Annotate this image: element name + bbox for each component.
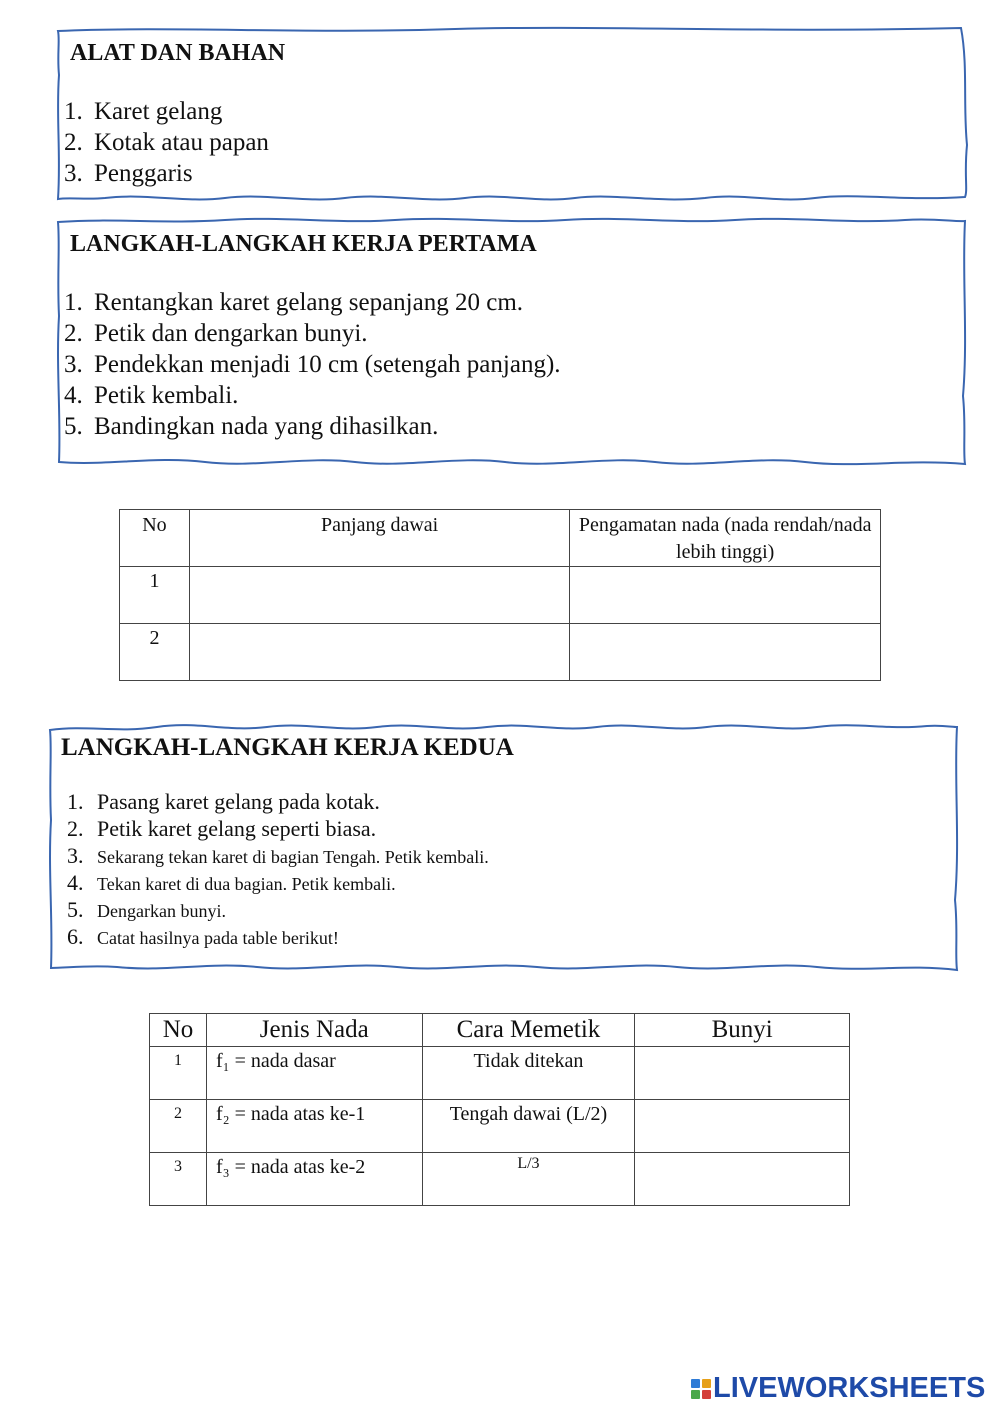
logo-tile bbox=[691, 1390, 700, 1399]
first-steps-list bbox=[64, 287, 561, 442]
cell-observation-input[interactable] bbox=[570, 624, 881, 681]
live-tiles-icon bbox=[691, 1379, 711, 1399]
list-item: 4. Petik kembali. bbox=[64, 382, 239, 409]
cell-pluck-method: L/3 bbox=[422, 1153, 635, 1206]
header-observation: Pengamatan nada (nada rendah/nada lebih tinggi) bbox=[570, 510, 881, 567]
brand-wordmark: LIVEWORKSHEETS bbox=[713, 1372, 986, 1404]
list-item: 5. Bandingkan nada yang dihasilkan. bbox=[64, 413, 439, 440]
logo-tile bbox=[691, 1379, 700, 1388]
table-header-row bbox=[150, 1014, 850, 1047]
cell-tone-type: f₁ = nada dasar bbox=[206, 1047, 422, 1100]
second-steps-box bbox=[47, 720, 960, 972]
table-header-row bbox=[120, 510, 881, 567]
cell-pluck-method: Tengah dawai (L/2) bbox=[422, 1100, 635, 1153]
cell-no: 2 bbox=[150, 1100, 207, 1153]
first-steps-title: LANGKAH-LANGKAH KERJA PERTAMA bbox=[70, 231, 537, 257]
table-row bbox=[150, 1153, 850, 1206]
materials-list bbox=[64, 96, 269, 189]
header-tone-type: Jenis Nada bbox=[206, 1014, 422, 1047]
list-item: 2. Petik dan dengarkan bunyi. bbox=[64, 320, 368, 347]
cell-sound-input[interactable] bbox=[635, 1047, 850, 1100]
header-length: Panjang dawai bbox=[189, 510, 569, 567]
table-row bbox=[120, 567, 881, 624]
first-steps-box bbox=[55, 216, 968, 468]
header-no: No bbox=[120, 510, 190, 567]
list-item: 1. Karet gelang bbox=[64, 98, 223, 125]
cell-length-input[interactable] bbox=[189, 624, 569, 681]
list-item: 1. Pasang karet gelang pada kotak. bbox=[67, 789, 380, 814]
header-no: No bbox=[150, 1014, 207, 1047]
logo-tile bbox=[702, 1390, 711, 1399]
list-item: 2. Kotak atau papan bbox=[64, 129, 269, 156]
liveworksheets-logo bbox=[691, 1372, 985, 1405]
list-item: 3. Sekarang tekan karet di bagian Tengah. Petik kembali. bbox=[67, 843, 489, 868]
list-item: 3. Penggaris bbox=[64, 160, 193, 187]
tone-table bbox=[149, 1013, 850, 1206]
cell-observation-input[interactable] bbox=[570, 567, 881, 624]
materials-box bbox=[55, 25, 968, 203]
cell-no: 1 bbox=[120, 567, 190, 624]
cell-no: 3 bbox=[150, 1153, 207, 1206]
header-pluck-method: Cara Memetik bbox=[422, 1014, 635, 1047]
second-steps-list bbox=[67, 788, 489, 950]
list-item: 2. Petik karet gelang seperti biasa. bbox=[67, 816, 377, 841]
materials-title: ALAT DAN BAHAN bbox=[70, 40, 286, 66]
table-row bbox=[150, 1100, 850, 1153]
string-length-table bbox=[119, 509, 881, 681]
cell-pluck-method: Tidak ditekan bbox=[422, 1047, 635, 1100]
cell-tone-type: f₂ = nada atas ke-1 bbox=[206, 1100, 422, 1153]
logo-tile bbox=[702, 1379, 711, 1388]
cell-sound-input[interactable] bbox=[635, 1153, 850, 1206]
list-item: 4. Tekan karet di dua bagian. Petik kembali. bbox=[67, 870, 396, 895]
cell-length-input[interactable] bbox=[189, 567, 569, 624]
cell-tone-type: f₃ = nada atas ke-2 bbox=[206, 1153, 422, 1206]
list-item: 3. Pendekkan menjadi 10 cm (setengah panjang). bbox=[64, 351, 561, 378]
cell-no: 1 bbox=[150, 1047, 207, 1100]
table-row bbox=[150, 1047, 850, 1100]
list-item: 5. Dengarkan bunyi. bbox=[67, 897, 226, 922]
list-item: 6. Catat hasilnya pada table berikut! bbox=[67, 924, 339, 949]
second-steps-title: LANGKAH-LANGKAH KERJA KEDUA bbox=[61, 734, 514, 761]
cell-no: 2 bbox=[120, 624, 190, 681]
header-sound: Bunyi bbox=[635, 1014, 850, 1047]
table-row bbox=[120, 624, 881, 681]
list-item: 1. Rentangkan karet gelang sepanjang 20 cm. bbox=[64, 289, 524, 316]
cell-sound-input[interactable] bbox=[635, 1100, 850, 1153]
